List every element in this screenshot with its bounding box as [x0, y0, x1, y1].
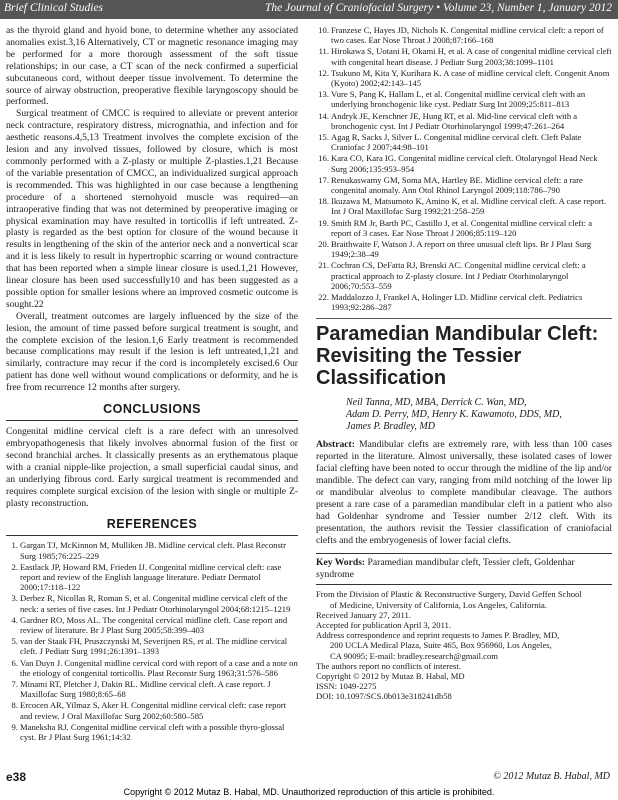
reference-text: Cochran CS, DeFatta RJ, Brenski AC. Congenital midline cervical cleft: a practical approach to Z-plasty closure. Int J Pediatr Otorhinolaryngol 2006;70:553–559 — [331, 260, 586, 291]
reference-text: Eastlack JP, Howard RM, Frieden IJ. Congenital midline cervical cleft: case report and review of the English language literature. Pediatr Dermatol 2000;17:118–122 — [20, 561, 282, 593]
keywords-label: Key Words: — [316, 556, 366, 568]
reference-text: Van Duyn J. Congenital midline cervical cord with report of a case and a note on the etiology of congenital torticollis. Plast Reconstr Surg 1963;31:576–586 — [20, 657, 298, 678]
reference-item — [316, 68, 612, 88]
reference-text: Renukaswamy GM, Soma MA, Hartley BE. Midline cervical cleft: a rare congenital anomaly. Ann Otol Rhinol Laryngol 2009;118:786–790 — [331, 174, 583, 196]
body-paragraph: Surgical treatment of CMCC is required to alleviate or prevent anterior neck contracture, respiratory distress, micrognathia, and infection and for aesthetic reasons.4,5,13 Treatment involves the complete excision of the lesion and any involved tissues, followed by closure, which is most commonly performed with a Z-plasty or multiple Z-plasties.1,21 Because of the variable presentation of CMCC, an individualized surgical approach is recommended. This was highlighted in our case because a lengthening procedure of a shortened sternohyoid muscle was required—an intraoperative finding that was not determined by preoperative imaging or physical examination may have resulted in torticollis if left untreated. Z-plasty is regarded as the best option for closure of the wound because it results in lengthening of the skin of the anterior neck and a nonvertical scar and it is less likely to result in hypertrophic scarring or wound contracture that has been reported when a simple linear closure is used.1,21 However, linear closure has been used successfully10 and has been suggested as a possible option for smaller lesions where an improved cosmetic outcome is sought.22 — [6, 108, 298, 310]
reference-text: Braithwaite F, Watson J. A report on three unusual cleft lips. Br J Plast Surg 1949;2:38–49 — [331, 239, 592, 260]
affiliation-line: 200 UCLA Medical Plaza, Suite 465, Box 956960, Los Angeles, — [330, 640, 552, 651]
reference-text: Tsukuno M, Kita Y, Kurihara K. A case of midline cervical cleft. Congenit Anom (Kyoto) 2002;42:143–145 — [331, 67, 610, 89]
body-paragraph: as the thyroid gland and hyoid bone, to determine whether any associated anomalies exist.3,16 Alternatively, CT or magnetic resonance imaging may be performed for a more thorough assessment of the soft tissue relationships; in our case, a CT scan of the neck confirmed a superficial subcutaneous cord, without deeper tissue involvement. To determine the source of airway obstruction, preoperative flexible laryngoscopy should be performed. — [6, 25, 298, 108]
reference-number: 1. — [11, 540, 18, 551]
reference-text: van der Staak FH, Pruszczynski M, Severijnen RS, et al. The midline cervical cleft. J Pediatr Surg 1991;26:1391–1393 — [20, 636, 288, 657]
left-column — [6, 25, 298, 743]
reference-item — [316, 111, 612, 131]
reference-text: Gargan TJ, McKinnon M, Mulliken JB. Midline cervical cleft. Plast Reconstr Surg 1985;76:225–229 — [20, 540, 287, 561]
right-column — [316, 25, 612, 702]
reference-item — [316, 132, 612, 152]
divider — [6, 535, 298, 536]
reference-item — [6, 636, 298, 656]
reference-text: Hirokawa S, Uotani H, Okami H, et al. A case of congenital midline cervical cleft with congenital heart disease. J Pediatr Surg 2003;38:1099–1101 — [331, 46, 612, 67]
affiliation-line: Copyright © 2012 by Mutaz B. Habal, MD — [316, 671, 465, 682]
reference-text: Derbez R, Nicollas R, Roman S, et al. Congenital midline cervical cleft of the neck: a series of five cases. Int J Pediatr Otorhinolaryngol 2004;68:1215–1219 — [20, 593, 291, 614]
reference-number: 9. — [11, 721, 18, 732]
reference-item — [316, 239, 612, 259]
reference-item — [6, 700, 298, 720]
reference-text: Minami RT, Pletcher J, Dakin RL. Midline cervical cleft. A case report. J Maxillofac Surg 1980;8:65–68 — [20, 679, 271, 700]
reference-item — [6, 562, 298, 593]
reference-number: 20. — [318, 239, 329, 250]
reference-number: 15. — [318, 132, 329, 143]
reference-number: 4. — [11, 614, 18, 625]
reference-number: 13. — [318, 89, 329, 100]
page-number: e38 — [6, 770, 27, 784]
reference-item — [316, 196, 612, 216]
author-line: James P. Bradley, MD — [346, 421, 435, 433]
affiliation-line: From the Division of Plastic & Reconstructive Surgery, David Geffen School — [316, 589, 582, 600]
reference-number: 12. — [318, 67, 329, 78]
reference-text: Gardner RO, Moss AL. The congenital cervical midline cleft. Case report and review of literature. Br J Plast Surg 2005;58:399–403 — [20, 614, 288, 636]
reference-list — [316, 25, 612, 312]
abstract — [316, 439, 612, 546]
reference-number: 21. — [318, 260, 329, 271]
author-line: Neil Tanna, MD, MBA, Derrick C. Wan, MD, — [346, 397, 527, 409]
reference-number: 10. — [318, 25, 329, 35]
affiliation-line: Accepted for publication April 3, 2011. — [316, 620, 451, 631]
reference-number: 16. — [318, 153, 329, 164]
reference-number: 22. — [318, 292, 329, 303]
reference-text: Maddalozzo J, Frankel A, Holinger LD. Midline cervical cleft. Pediatrics 1993;92:286–287 — [331, 292, 583, 313]
reference-text: Vure S, Pang K, Hallam L, et al. Congenital midline cervical cleft with an underlying bronchogenic like cyst. Pediatr Surg Int 2009;25:811–813 — [331, 89, 586, 110]
reference-number: 3. — [11, 593, 18, 604]
reference-number: 19. — [318, 217, 329, 228]
reference-number: 11. — [318, 46, 329, 57]
reference-item — [316, 89, 612, 109]
affiliation-line: ISSN: 1049-2275 — [316, 681, 377, 692]
reference-item — [316, 218, 612, 238]
reference-item — [316, 175, 612, 195]
reference-text: Agag R, Sacks J, Silver L. Congenital midline cervical cleft. Cleft Palate Craniofac J 2007;44:98–101 — [331, 132, 582, 153]
reference-text: Franzese C, Hayes JD, Nichols K. Congenital midline cervical cleft: a report of two cases. Ear Nose Throat J 2008;87:166–168 — [331, 25, 604, 46]
reference-text: Smith RM Jr, Barth PC, Castillo J, et al. Congenital midline cervical cleft: a report of 3 cases. Ear Nose Throat J 2006;85:119–120 — [331, 217, 593, 238]
affiliation-line: Received January 27, 2011. — [316, 609, 411, 620]
reference-number: 18. — [318, 196, 329, 207]
affiliation-line: DOI: 10.1097/SCS.0b013e318241db58 — [316, 691, 452, 702]
reference-item — [316, 292, 612, 312]
reference-text: Ercocen AR, Yilmaz S, Aker H. Congenital midline cervical cleft: case report and review. J Oral Maxillofac Surg 2002;60:580–585 — [20, 700, 286, 721]
reference-text: Maneksha RJ. Congenital midline cervical cleft with a possible thyro-glossal cyst. Br J Plast Surg 1961;14:32 — [20, 721, 285, 743]
author-line: Adam D. Perry, MD, Henry K. Kawamoto, DDS, MD, — [346, 409, 562, 421]
reference-item — [6, 540, 298, 560]
reference-number: 2. — [11, 561, 18, 572]
reference-item — [6, 593, 298, 613]
references-heading: REFERENCES — [106, 517, 198, 532]
reference-number: 8. — [11, 700, 18, 711]
footer-copyright: © 2012 Mutaz B. Habal, MD — [493, 771, 610, 782]
keywords-text: Paramedian mandibular cleft, Tessier cleft, Goldenhar syndrome — [316, 556, 575, 580]
abstract-label: Abstract: — [316, 439, 355, 451]
reference-text: Kara CO, Kara IG. Congenital midline cervical cleft. Otolaryngol Head Neck Surg 2006;135:953–954 — [331, 153, 598, 174]
divider — [316, 584, 612, 585]
reference-number: 7. — [11, 679, 18, 690]
divider — [316, 553, 612, 554]
conclusions-text: Congenital midline cervical cleft is a rare defect with an unresolved embryopathogenesis that likely involves abnormal fusion of the first or second branchial arches. It classically presents as an erythematous plaque with a cranial nipple-like projection, a small superficial caudal sinus, and an underlying fibrous cord. Early surgical treatment is recommended and requires complete surgical excision of the lesion with single or multiple Z-plasty reconstruction. — [6, 426, 298, 509]
keywords — [316, 557, 612, 581]
abstract-text: Mandibular clefts are extremely rare, with less than 100 cases reported in the literature. Almost universally, these isolated cases of lower facial clefting have been noted to occur through the midline of the lip and/or mandible. The defect can vary, ranging from mild notching of the lower lip or mandibular alveolus to complete mandibular cleavage. The authors present a rare case of a paramedian mandibular cleft in a patient who also had Goldenhar syndrome and Tessier number 2/12 cleft. With its presentation, the authors revisit the Tessier classification of craniofacial clefts and the embryogenesis of lower facial clefts. — [316, 439, 612, 546]
reference-number: 6. — [11, 657, 18, 668]
reference-number: 14. — [318, 110, 329, 121]
journal-citation: The Journal of Craniofacial Surgery • Volume 23, Number 1, January 2012 — [265, 2, 612, 14]
body-paragraph: Overall, treatment outcomes are largely influenced by the size of the lesion, the amount of time passed before surgical treatment is sought, and the complete excision of the lesion.1,6 Early treatment is recommended because complications may result if the lesion is left untreated,1,21 and similarly, contracture may recur if the cord is incompletely excised.6 Our patient has done well without wound complications or deformity, and he is free from recurrence 12 months after surgery. — [6, 310, 298, 394]
copyright-notice: Copyright © 2012 Mutaz B. Habal, MD. Unauthorized reproduction of this article is prohibited. — [123, 787, 495, 797]
affiliation-line: of Medicine, University of California, Los Angeles, California. — [330, 599, 547, 610]
reference-item — [6, 679, 298, 699]
affiliation-notes — [316, 589, 612, 701]
reference-list — [6, 540, 298, 742]
reference-item — [316, 46, 612, 66]
reference-number: 5. — [11, 636, 18, 647]
affiliation-line: Address correspondence and reprint requests to James P. Bradley, MD, — [316, 630, 560, 641]
author-list — [316, 397, 612, 433]
affiliation-line: The authors report no conflicts of interest. — [316, 660, 461, 671]
divider — [6, 420, 298, 421]
reference-item — [316, 153, 612, 173]
reference-item — [316, 260, 612, 291]
article-title: Paramedian Mandibular Cleft: Revisiting the Tessier Classification — [316, 323, 599, 390]
reference-item — [6, 615, 298, 635]
reference-text: Andryk JE, Kerschner JE, Hung RT, et al. Mid-line cervical cleft with a bronchogenic cyst. Int J Pediatr Otorhinolaryngol 1999;47:261–264 — [331, 110, 578, 131]
reference-number: 17. — [318, 174, 329, 185]
reference-item — [6, 722, 298, 742]
affiliation-line: CA 90095; E-mail: bradley.research@gmail.com — [330, 650, 498, 661]
conclusions-heading: CONCLUSIONS — [103, 402, 201, 417]
reference-item — [6, 658, 298, 678]
divider — [316, 318, 612, 319]
reference-item — [316, 25, 612, 45]
running-header — [0, 0, 618, 19]
reference-text: Ikuzawa M, Matsumoto K, Amino K, et al. Midline cervical cleft. A case report. Int J Oral Maxillofac Surg 1992;21:258–259 — [331, 196, 607, 217]
section-label: Brief Clinical Studies — [4, 2, 104, 14]
